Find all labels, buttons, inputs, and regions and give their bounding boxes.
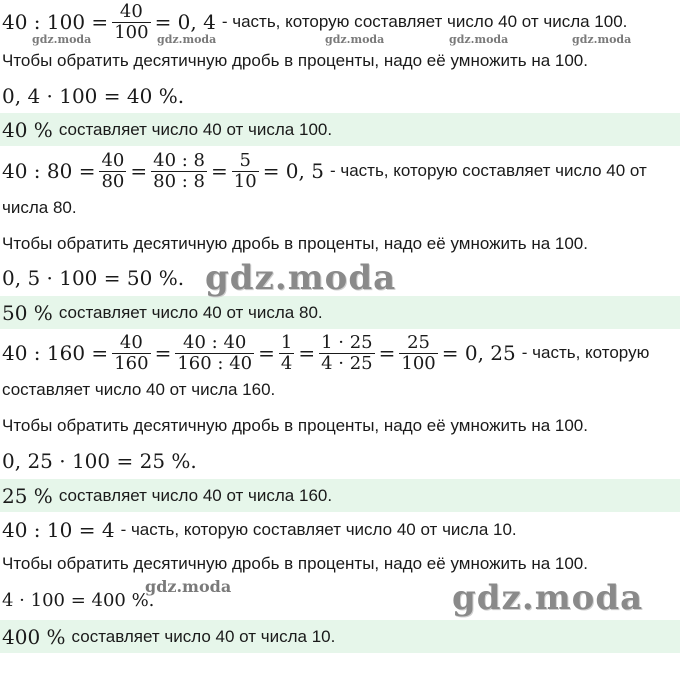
answer-line-1	[2, 117, 332, 143]
fraction: $\frac{40}{160}$	[114, 331, 149, 374]
equation-right: = 0, 5	[262, 159, 324, 183]
equation-line-2: 40 : 80 = $\frac{40}{80}$ = $\frac{40 : 8}{80 : 8}$ = $\frac{5}{10}$ = 0, 5 - часть, которую составляет число 40 от	[2, 149, 647, 192]
calc-line-4: 4 · 100 = 400 %.	[2, 589, 155, 611]
watermark: gdz.moda	[572, 33, 632, 46]
equation-right: = 0, 4	[154, 10, 216, 34]
watermark: gdz.moda	[452, 578, 644, 618]
watermark: gdz.moda	[205, 258, 397, 298]
answer-text: составляет число 40 от числа 160.	[58, 486, 333, 505]
watermark: gdz.moda	[32, 33, 92, 46]
explanation-continued-3: составляет число 40 от числа 160.	[2, 380, 276, 399]
equation: 40 : 10 = 4	[2, 518, 115, 542]
fraction: $\frac{1}{4}$	[280, 331, 293, 374]
equation-left: 40 : 100 =	[2, 10, 109, 34]
watermark: gdz.moda	[145, 577, 232, 596]
watermark: gdz.moda	[157, 33, 217, 46]
answer-line-3	[2, 483, 332, 509]
equation-left: 40 : 80 =	[2, 159, 96, 183]
equation-line-4	[2, 517, 517, 543]
calc-line-3: 0, 25 · 100 = 25 %.	[2, 449, 197, 473]
calc-line-1: 0, 4 · 100 = 40 %.	[2, 84, 185, 108]
fraction: $\frac{40}{80}$	[101, 149, 125, 192]
rule-text-1: Чтобы обратить десятичную дробь в проценты, надо её умножить на 100.	[2, 51, 588, 70]
equation-line-3: 40 : 160 = $\frac{40}{160}$ = $\frac{40 : 40}{160 : 40}$ = $\frac{1}{4}$ = $\frac{1 \cdot 25}{4 \cdot 25}$ = $\frac{25}{100}$ = 0, 25 - часть, которую	[2, 331, 650, 374]
rule-text-3: Чтобы обратить десятичную дробь в проценты, надо её умножить на 100.	[2, 416, 588, 435]
fraction: $\frac{40 : 8}{80 : 8}$	[153, 149, 206, 192]
explanation-text: - часть, которую составляет число 40 от	[329, 161, 647, 180]
watermark: gdz.moda	[325, 33, 385, 46]
answer-text: составляет число 40 от числа 100.	[58, 120, 333, 139]
explanation-continued-2: числа 80.	[2, 198, 77, 217]
answer-percent: 25 %	[2, 484, 53, 508]
explanation-text: - часть, которую	[521, 343, 650, 362]
watermark: gdz.moda	[449, 33, 509, 46]
fraction: $\frac{5}{10}$	[233, 149, 257, 192]
equation-right: = 0, 25	[441, 341, 516, 365]
equation-line-1	[2, 0, 627, 44]
explanation-text: - часть, которую составляет число 40 от числа 100.	[221, 12, 628, 31]
explanation-text: - часть, которую составляет число 40 от числа 10.	[120, 520, 517, 539]
calc-line-2: 0, 5 · 100 = 50 %.	[2, 266, 185, 290]
answer-text: составляет число 40 от числа 10.	[71, 627, 336, 646]
answer-text: составляет число 40 от числа 80.	[58, 303, 323, 322]
answer-percent: 400 %	[2, 625, 66, 649]
answer-line-4	[2, 624, 335, 650]
fraction: $\frac{40 : 40}{160 : 40}$	[177, 331, 253, 374]
fraction: $\frac{40}{100}$	[114, 0, 149, 43]
fraction: $\frac{1 \cdot 25}{4 \cdot 25}$	[321, 331, 373, 374]
answer-line-2	[2, 300, 323, 326]
answer-percent: 50 %	[2, 301, 53, 325]
rule-text-4: Чтобы обратить десятичную дробь в проценты, надо её умножить на 100.	[2, 554, 588, 573]
fraction: $\frac{25}{100}$	[401, 331, 436, 374]
answer-percent: 40 %	[2, 118, 53, 142]
equation-left: 40 : 160 =	[2, 341, 109, 365]
rule-text-2: Чтобы обратить десятичную дробь в проценты, надо её умножить на 100.	[2, 234, 588, 253]
